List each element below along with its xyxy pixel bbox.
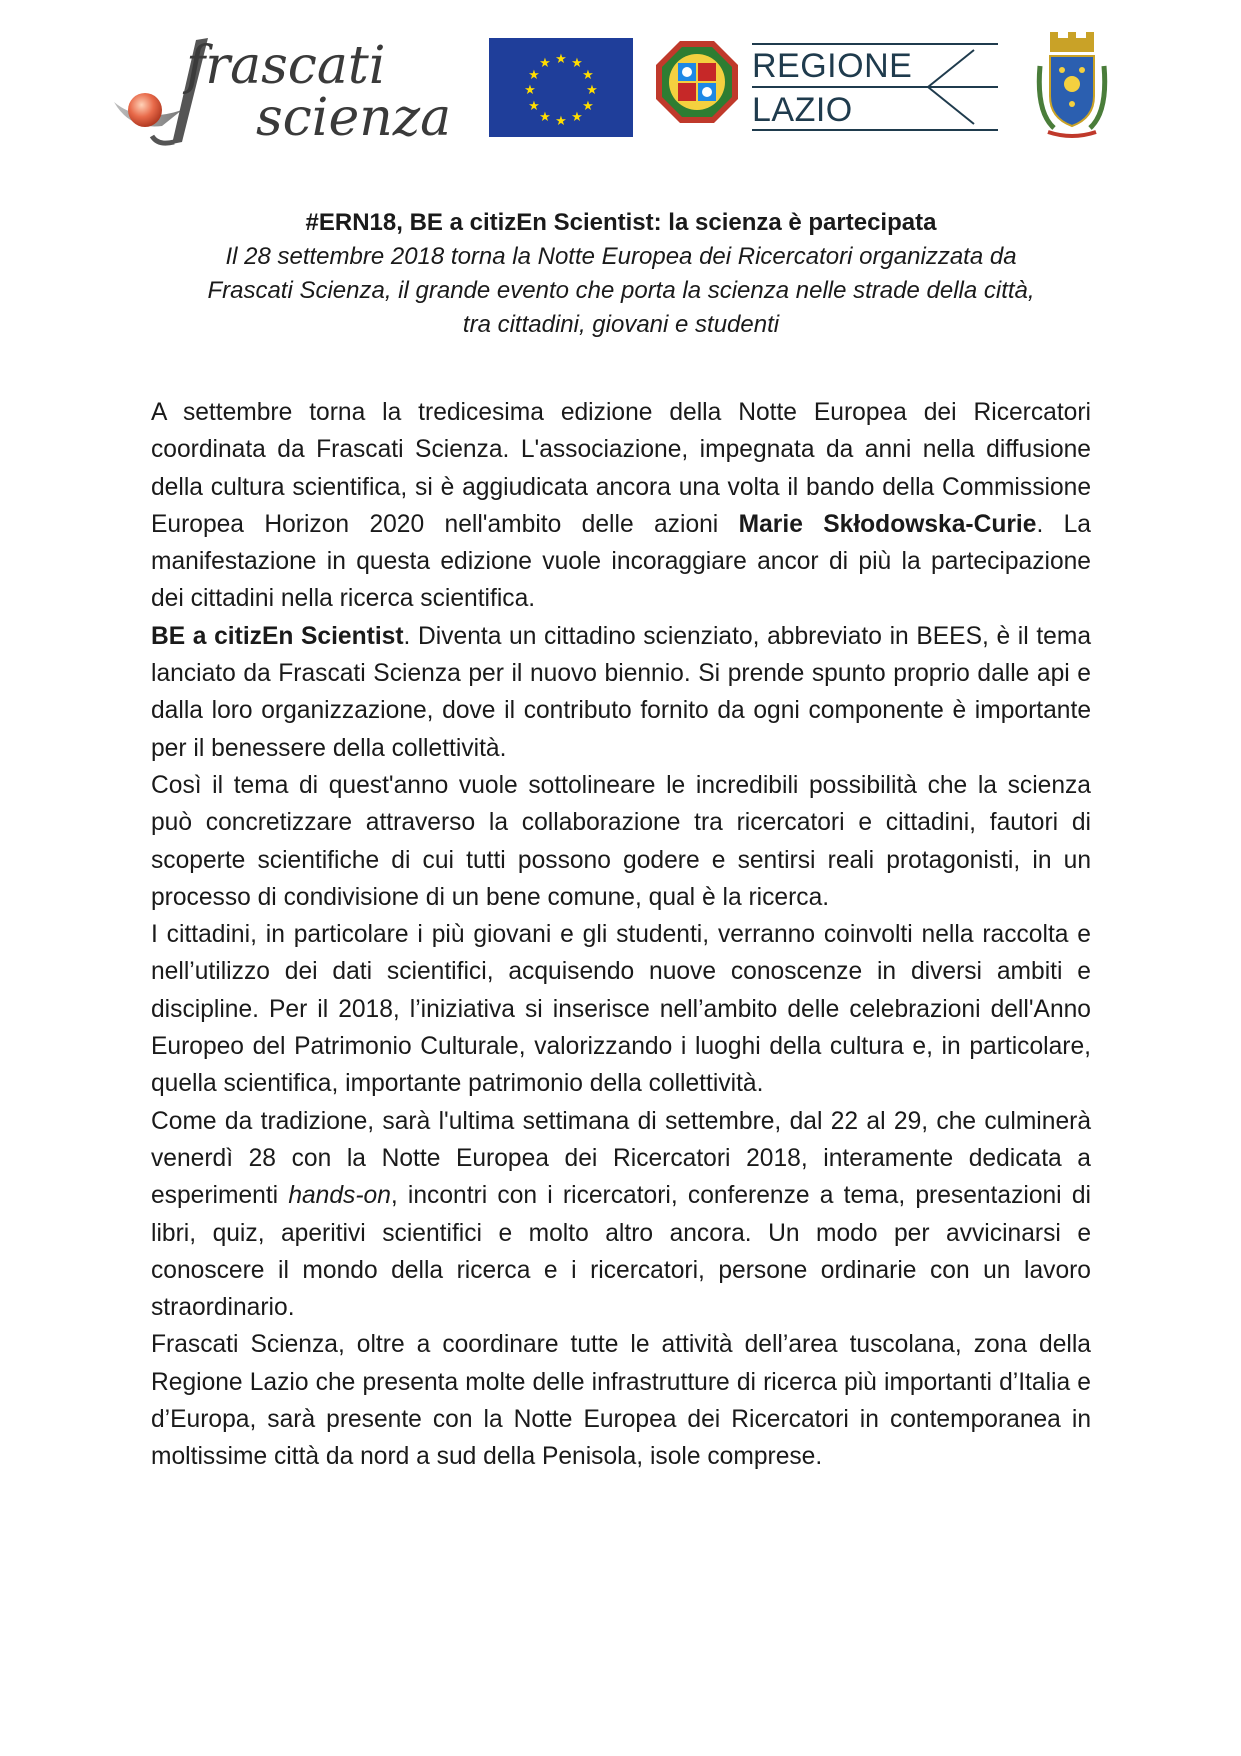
page-title: #ERN18, BE a citizEn Scientist: la scienza è partecipata — [305, 209, 937, 236]
paragraph-5-italic: hands-on — [288, 1182, 391, 1210]
paragraph-1-text-a: A settembre torna la tredicesima edizione della Notte Europea dei Ricercatori coordinata da Frascati Scienza. L'associazione, impegnata da anni nella diffusione della cultura scientifica, si è aggiudicata ancora una volta il bando della Commissione Europea Horizon 2020 nell'ambito delle azioni — [151, 399, 1091, 538]
frascati-scienza-logo — [112, 30, 462, 148]
svg-text:★: ★ — [586, 83, 598, 98]
svg-text:★: ★ — [582, 99, 594, 114]
svg-text:★: ★ — [571, 110, 583, 125]
article-body — [151, 394, 1091, 1476]
regione-wordmark: REGIONE — [752, 47, 913, 85]
paragraph-3: Così il tema di quest'anno vuole sottolineare le incredibili possibilità che la scienza può concretizzare attraverso la collaborazione tra ricercatori e cittadini, fautori di scoperte scientifiche di cui tutti possono godere e sentirsi reali protagonisti, in un processo di condivisione di un bene comune, qual è la ricerca. — [151, 771, 1091, 911]
frascati-wordmark: frascati — [186, 36, 386, 96]
svg-text:★: ★ — [528, 99, 540, 114]
paragraph-1 — [151, 394, 1091, 618]
svg-text:★: ★ — [524, 83, 536, 98]
paragraph-1-bold: Marie Skłodowska-Curie — [738, 510, 1037, 538]
header-logos — [0, 28, 1241, 148]
subtitle-line-3: tra cittadini, giovani e studenti — [462, 311, 780, 338]
svg-text:★: ★ — [582, 68, 594, 83]
paragraph-2-text: . Diventa un cittadino scienziato, abbreviato in BEES, è il tema lanciato da Frascati Scienza per il nuovo biennio. Si prende spunto proprio dalle api e dalla loro organizzazione, dove il contributo fornito da ogni componente è importante per il benessere della collettività. — [151, 622, 1091, 762]
svg-text:★: ★ — [528, 68, 540, 83]
coat-of-arms-icon — [1034, 32, 1110, 142]
regione-lazio-emblem — [654, 39, 740, 125]
paragraph-4: I cittadini, in particolare i più giovani e gli studenti, verranno coinvolti nella raccolta e nell’utilizzo dei dati scientifici, acquisendo nuove conoscenze in diversi ambiti e discipline. Per il 2018, l’iniziativa si inserisce nell’ambito delle celebrazioni dell'Anno Europeo del Patrimonio Culturale, valorizzando i luoghi della cultura e, in particolare, quella scientifica, importante patrimonio della collettività. — [151, 921, 1091, 1098]
lazio-crest-icon — [654, 39, 740, 125]
paragraph-2-bold: BE a citizEn Scientist — [151, 622, 404, 650]
regione-lazio-logo — [752, 42, 998, 132]
svg-text:★: ★ — [571, 56, 583, 71]
svg-text:★: ★ — [555, 52, 567, 67]
paragraph-2 — [151, 618, 1091, 767]
svg-text:★: ★ — [539, 110, 551, 125]
paragraph-1-text-b: . La manifestazione in questa edizione vuole incoraggiare ancor di più la partecipazione dei cittadini nella ricerca scientifica. — [151, 510, 1091, 613]
svg-text:★: ★ — [555, 114, 567, 129]
scienza-wordmark: scienza — [256, 88, 452, 148]
subtitle-line-2: Frascati Scienza, il grande evento che porta la scienza nelle strade della città, — [207, 277, 1035, 304]
frascati-coat-of-arms — [1034, 32, 1110, 142]
paragraph-5-text-a: Come da tradizione, sarà l'ultima settimana di settembre, dal 22 al 29, che culminerà venerdì 28 con la Notte Europea dei Ricercatori 2018, interamente dedicata a esperimenti — [151, 1107, 1091, 1210]
subtitle-line-1: Il 28 settembre 2018 torna la Notte Europea dei Ricercatori organizzata da — [225, 243, 1017, 270]
paragraph-5 — [151, 1103, 1091, 1327]
eu-stars-icon — [489, 38, 633, 137]
paragraph-6: Frascati Scienza, oltre a coordinare tutte le attività dell’area tuscolana, zona della Regione Lazio che presenta molte delle infrastrutture di ricerca più importanti d’Italia e d’Europa, sarà presente con la Notte Europea dei Ricercatori in contemporanea in moltissime città da nord a sud della Penisola, isole comprese. — [151, 1331, 1091, 1471]
title-block — [150, 206, 1092, 342]
eu-flag-logo — [489, 38, 633, 137]
paragraph-5-text-b: , incontri con i ricercatori, conferenze a tema, presentazioni di libri, quiz, aperitivi scientifici e molto altro ancora. Un modo per avvicinarsi e conoscere il mondo della ricerca e i ricercatori, persone ordinarie con un lavoro straordinario. — [151, 1182, 1091, 1322]
svg-text:★: ★ — [539, 56, 551, 71]
lazio-wordmark: LAZIO — [752, 91, 853, 129]
